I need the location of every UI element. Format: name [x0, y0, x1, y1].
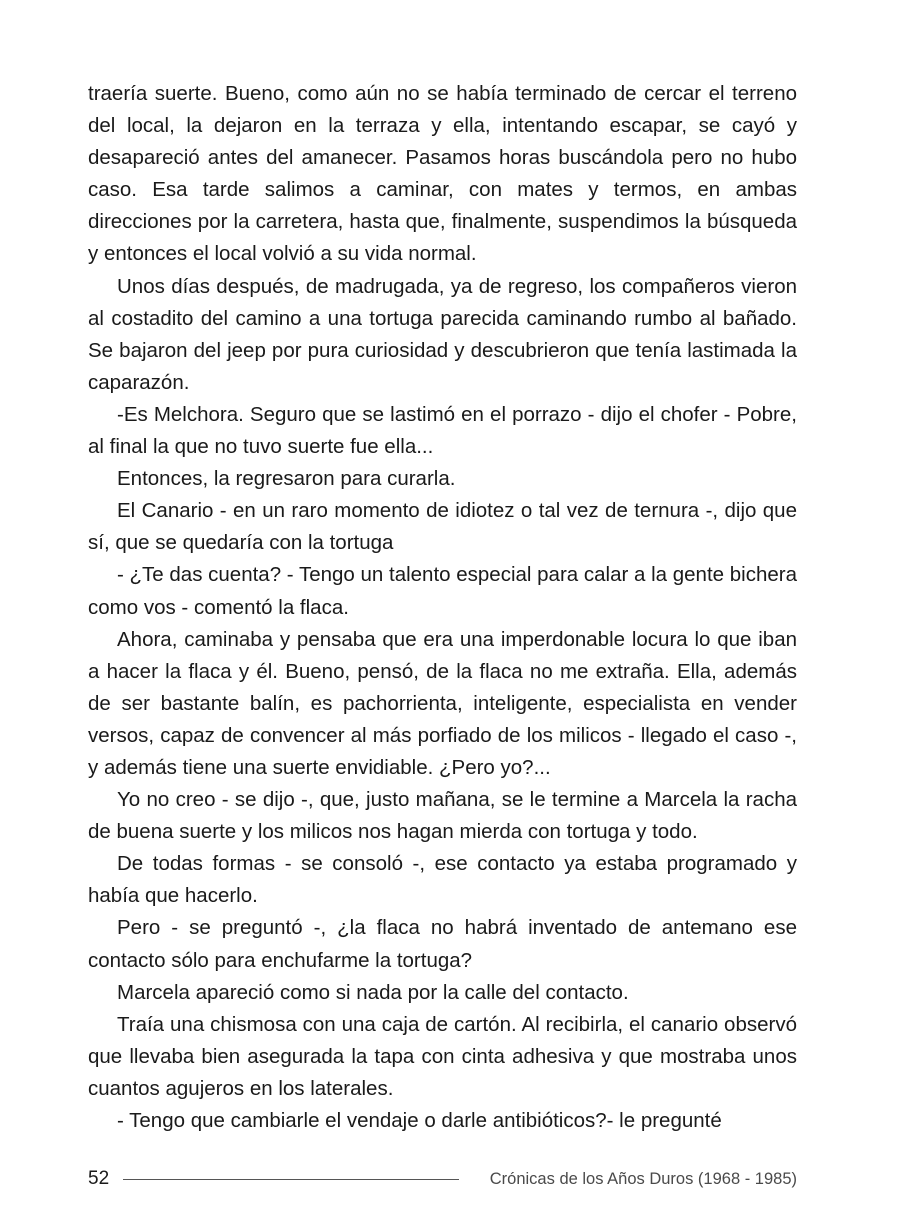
footer-rule	[123, 1179, 459, 1180]
paragraph-11: Marcela apareció como si nada por la calle del contacto.	[117, 980, 629, 1004]
paragraph-3: -Es Melchora. Seguro que se lastimó en el porrazo - dijo el chofer - Pobre, al final la que no tuvo suerte fue ella...	[88, 402, 797, 459]
paragraph-1: traería suerte. Bueno, como aún no se había terminado de cercar el terreno del local, la dejaron en la terraza y ella, intentando escapar, se cayó y desapareció antes del amanecer. Pasamos horas buscándola pero no hubo caso. Esa tarde salimos a caminar, con mates y termos, en ambas direcciones por la carretera, hasta que, finalmente, suspendimos la búsqueda y entonces el local volvió a su vida normal.	[88, 82, 797, 266]
paragraph-8: Yo no creo - se dijo -, que, justo mañana, se le termine a Marcela la racha de buena suerte y los milicos nos hagan mierda con tortuga y todo.	[88, 788, 797, 844]
paragraph-13: - Tengo que cambiarle el vendaje o darle antibióticos?- le pregunté	[117, 1109, 722, 1132]
paragraph-6: - ¿Te das cuenta? - Tengo un talento especial para calar a la gente bichera como vos - comentó la flaca.	[88, 563, 797, 619]
paragraph-10: Pero - se preguntó -, ¿la flaca no habrá inventado de antemano ese contacto sólo para enchufarme la tortuga?	[88, 916, 797, 972]
paragraph-4: Entonces, la regresaron para curarla.	[117, 467, 456, 491]
paragraph-2: Unos días después, de madrugada, ya de regreso, los compañeros vieron al costadito del camino a una tortuga parecida caminando rumbo al bañado. Se bajaron del jeep por pura curiosidad y descubrieron que tenía lastimada la caparazón.	[88, 274, 797, 394]
paragraph-9: De todas formas - se consoló -, ese contacto ya estaba programado y había que hacerlo.	[88, 852, 797, 908]
paragraph-12: Traía una chismosa con una caja de cartón. Al recibirla, el canario observó que llevaba bien asegurada la tapa con cinta adhesiva y que mostraba unos cuantos agujeros en los laterales.	[88, 1012, 797, 1100]
page-number: 52	[88, 1168, 110, 1189]
page-footer	[88, 1166, 797, 1192]
paragraph-7: Ahora, caminaba y pensaba que era una imperdonable locura lo que iban a hacer la flaca y él. Bueno, pensó, de la flaca no me extraña. Ella, además de ser bastante balín, es pachorrienta, inteligente, especialista en vender versos, capaz de convencer al más porfiado de los milicos - llegado el caso -, y además tiene una suerte envidiable. ¿Pero yo?...	[88, 627, 797, 779]
body-text	[88, 78, 797, 1137]
running-title: Crónicas de los Años Duros (1968 - 1985)	[489, 1169, 797, 1188]
paragraph-5: El Canario - en un raro momento de idiotez o tal vez de ternura -, dijo que sí, que se quedaría con la tortuga	[88, 499, 797, 555]
